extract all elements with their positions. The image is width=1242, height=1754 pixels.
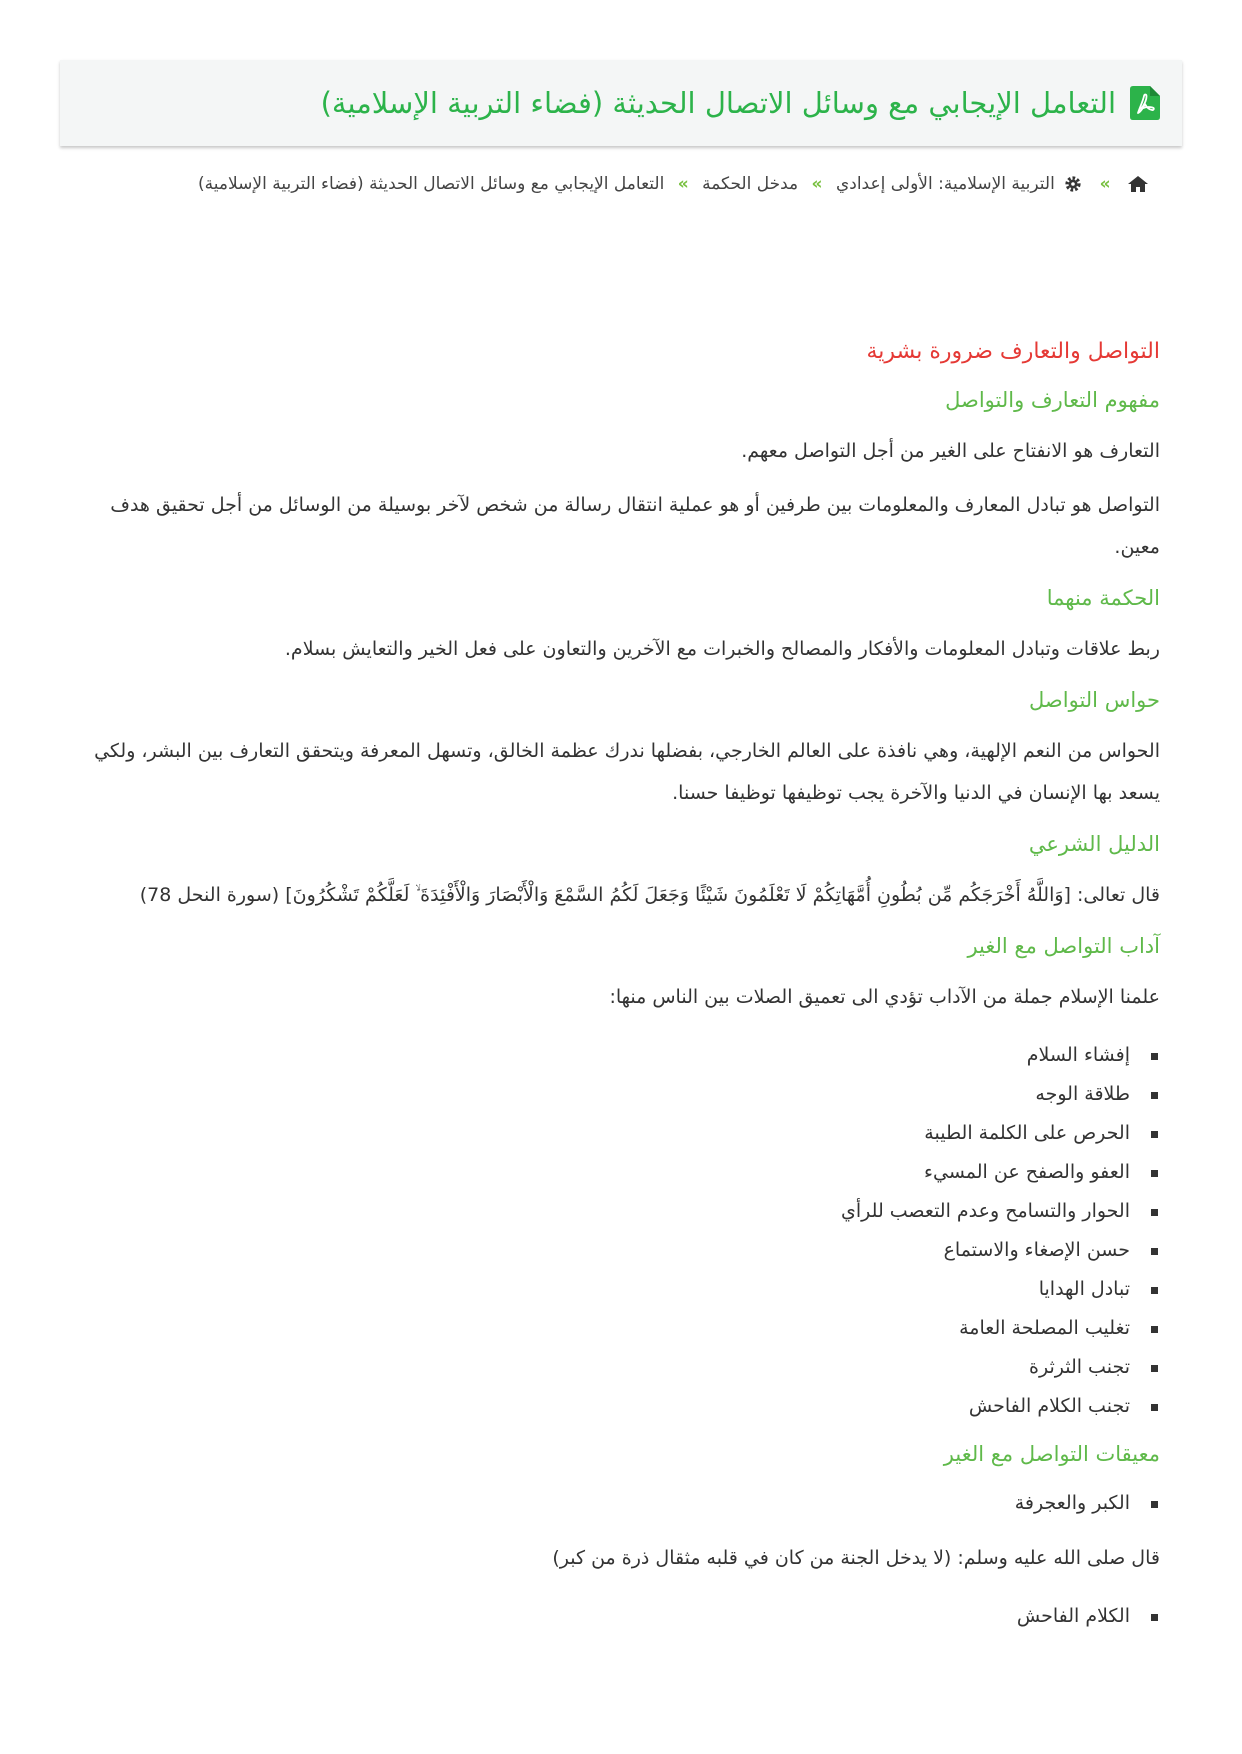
muawwiqat-list-1	[78, 1484, 1160, 1523]
list-item: تجنب الكلام الفاحش	[78, 1387, 1160, 1426]
muawwiqat-list-2	[78, 1597, 1160, 1636]
list-item: حسن الإصغاء والاستماع	[78, 1231, 1160, 1270]
paragraph-taaruf: التعارف هو الانفتاح على الغير من أجل التواصل معهم.	[741, 440, 1160, 462]
paragraph-tawasul: التواصل هو تبادل المعارف والمعلومات بين طرفين أو هو عملية انتقال رسالة من شخص لآخر بوسيلة من الوسائل من أجل تحقيق هدف معين.	[110, 494, 1160, 558]
gear-icon	[1063, 174, 1083, 194]
heading-dalil: الدليل الشرعي	[1028, 832, 1160, 856]
breadcrumb	[152, 166, 1152, 203]
lesson-content	[78, 332, 1160, 1646]
list-item: تجنب الثرثرة	[78, 1348, 1160, 1387]
breadcrumb-link-module[interactable]: مدخل الحكمة	[702, 174, 799, 194]
title-bar	[60, 60, 1182, 146]
list-item: تبادل الهدايا	[78, 1270, 1160, 1309]
breadcrumb-separator: »	[811, 174, 823, 194]
adab-list	[78, 1036, 1160, 1426]
pdf-icon	[1130, 86, 1160, 120]
paragraph-hikma: ربط علاقات وتبادل المعلومات والأفكار والمصالح والخبرات مع الآخرين والتعاون على فعل الخير والتعايش بسلام.	[284, 638, 1160, 660]
heading-hawas: حواس التواصل	[1029, 688, 1160, 712]
paragraph-adab-intro: علمنا الإسلام جملة من الآداب تؤدي الى تعميق الصلات بين الناس منها:	[609, 986, 1160, 1008]
heading-adab: آداب التواصل مع الغير	[967, 934, 1160, 958]
list-item: الكلام الفاحش	[78, 1597, 1160, 1636]
paragraph-dalil: قال تعالى: [وَاللَّهُ أَخْرَجَكُم مِّن بُطُونِ أُمَّهَاتِكُمْ لَا تَعْلَمُونَ شَيْئًا وَجَعَلَ لَكُمُ السَّمْعَ وَالْأَبْصَارَ وَالْأَفْئِدَةَ ۙ لَعَلَّكُمْ تَشْكُرُونَ] (سورة النحل 78)	[139, 884, 1160, 906]
heading-muawwiqat: معيقات التواصل مع الغير	[943, 1442, 1160, 1466]
heading-mafhum: مفهوم التعارف والتواصل	[945, 388, 1160, 412]
heading-hikma: الحكمة منهما	[1046, 586, 1160, 610]
list-item: الحوار والتسامح وعدم التعصب للرأي	[78, 1192, 1160, 1231]
breadcrumb-separator: »	[677, 174, 689, 194]
page-title: التعامل الإيجابي مع وسائل الاتصال الحديثة (فضاء التربية الإسلامية)	[320, 86, 1116, 120]
list-item: طلاقة الوجه	[78, 1075, 1160, 1114]
list-item: العفو والصفح عن المسيء	[78, 1153, 1160, 1192]
list-item: الكبر والعجرفة	[78, 1484, 1160, 1523]
breadcrumb-separator: »	[1099, 174, 1111, 194]
paragraph-hadith: قال صلى الله عليه وسلم: (لا يدخل الجنة من كان في قلبه مثقال ذرة من كبر)	[552, 1547, 1160, 1569]
home-icon[interactable]	[1127, 175, 1149, 193]
paragraph-hawas: الحواس من النعم الإلهية، وهي نافذة على العالم الخارجي، بفضلها ندرك عظمة الخالق، وتسهل المعرفة ويتحقق التعارف بين البشر، ولكي يسعد بها الإنسان في الدنيا والآخرة يجب توظيفها توظيفا حسنا.	[94, 740, 1160, 804]
list-item: الحرص على الكلمة الطيبة	[78, 1114, 1160, 1153]
breadcrumb-link-course[interactable]: التربية الإسلامية: الأولى إعدادي	[835, 174, 1055, 194]
breadcrumb-current: التعامل الإيجابي مع وسائل الاتصال الحديثة (فضاء التربية الإسلامية)	[198, 174, 665, 194]
section-title: التواصل والتعارف ضرورة بشرية	[866, 339, 1160, 364]
list-item: إفشاء السلام	[78, 1036, 1160, 1075]
list-item: تغليب المصلحة العامة	[78, 1309, 1160, 1348]
